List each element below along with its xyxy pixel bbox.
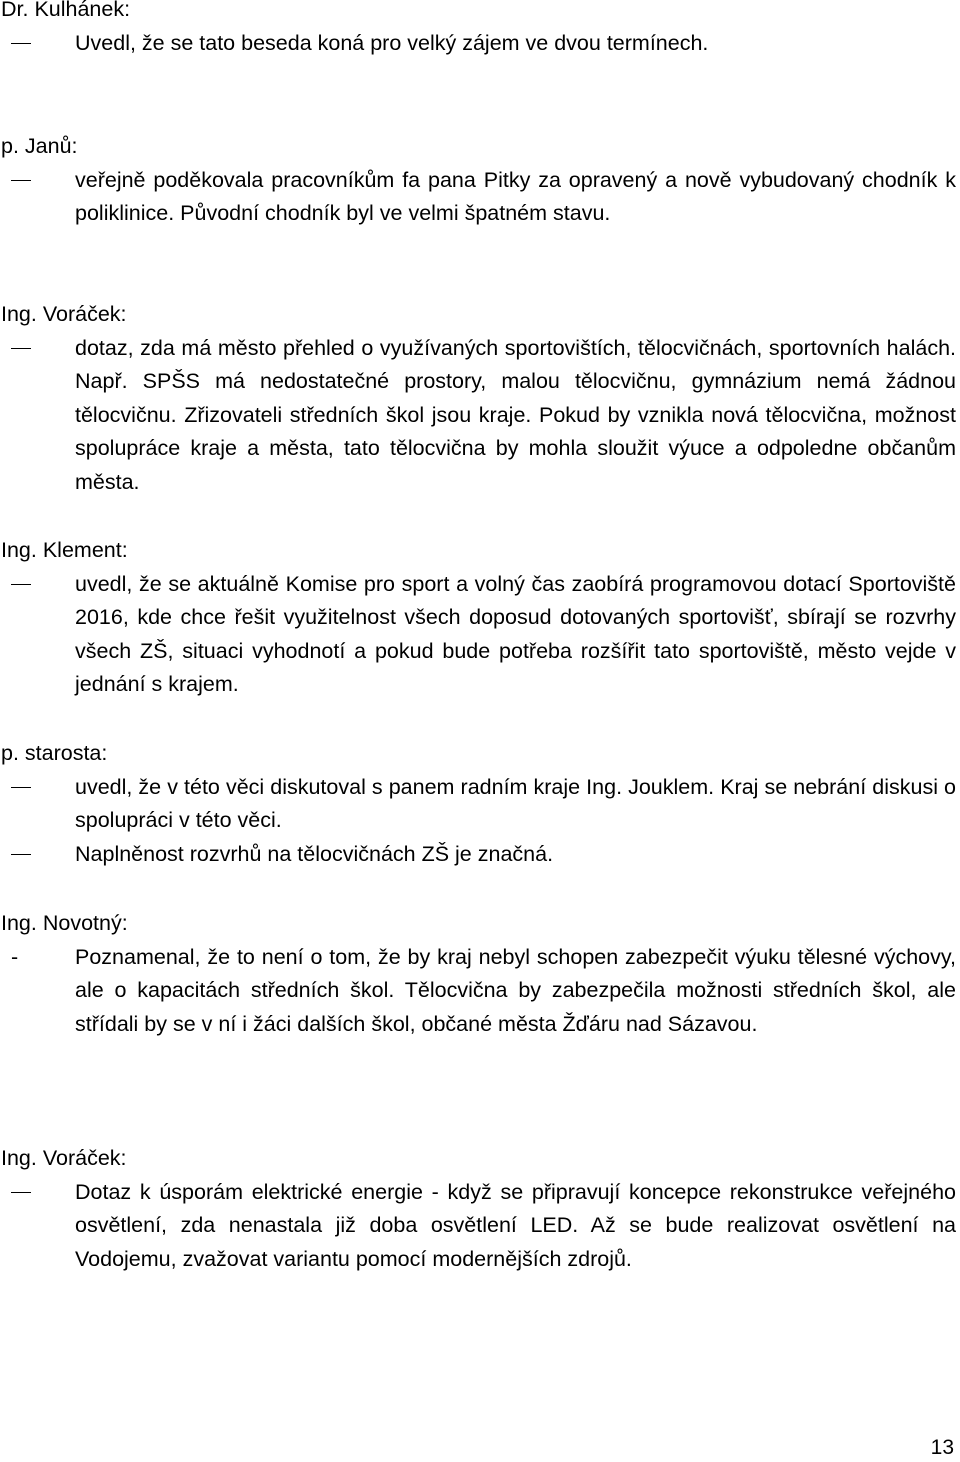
speaker-name: Ing. Novotný: bbox=[1, 911, 128, 935]
item-text: Uvedl, že se tato beseda koná pro velký zájem ve dvou termínech. bbox=[75, 30, 709, 55]
speaker-name: Ing. Voráček: bbox=[1, 302, 127, 326]
section-kulhanek bbox=[1, 0, 956, 60]
list-item bbox=[1, 568, 956, 702]
speaker-name: Ing. Klement: bbox=[1, 538, 128, 562]
section-voracek-1 bbox=[1, 298, 956, 500]
speaker-name: p. Janů: bbox=[1, 134, 78, 158]
item-text: dotaz, zda má město přehled o využívaných sportovištích, tělocvičnách, sportovních halách. Např. SPŠS má nedostatečné prostory, malou tělocvičnu, gymnázium nemá žádnou tělocvičnu. Zřizovateli středních škol jsou kraje. Pokud by vznikla nová tělocvična, možnost spolupráce kraje a města, tato tělocvična by mohla sloužit výuce a odpoledne občanům města. bbox=[75, 335, 956, 494]
section-janu bbox=[1, 130, 956, 231]
list-item bbox=[1, 838, 956, 872]
section-novotny bbox=[1, 907, 956, 1041]
page-number: 13 bbox=[930, 1436, 954, 1459]
item-text: Dotaz k úsporám elektrické energie - když se připravují koncepce rekonstrukce veřejného osvětlení, zda nenastala již doba osvětlení LED. Až se bude realizovat osvětlení na Vodojemu, zvažovat variantu pomocí modernějších zdrojů. bbox=[75, 1179, 956, 1271]
list-item bbox=[1, 1176, 956, 1277]
speaker-name: Ing. Voráček: bbox=[1, 1146, 127, 1170]
item-text: veřejně poděkovala pracovníkům fa pana Pitky za opravený a nově vybudovaný chodník k poliklinice. Původní chodník byl ve velmi špatném stavu. bbox=[75, 167, 956, 226]
item-text: uvedl, že se aktuálně Komise pro sport a volný čas zaobírá programovou dotací Sportoviště 2016, kde chce řešit využitelnost všech doposud dotovaných sportovišť, sbírají se rozvrhy všech ZŠ, situaci vyhodnotí a pokud bude potřeba rozšířit tato sportoviště, město vejde v jednání s krajem. bbox=[75, 571, 956, 697]
section-starosta bbox=[1, 737, 956, 871]
list-item bbox=[1, 941, 956, 1042]
item-text: Naplněnost rozvrhů na tělocvičnách ZŠ je značná. bbox=[75, 841, 554, 866]
speaker-name: p. starosta: bbox=[1, 741, 108, 765]
item-text: Poznamenal, že to není o tom, že by kraj nebyl schopen zabezpečit výuku tělesné výchovy, ale o kapacitách středních škol. Tělocvična by zabezpečila možnosti středních škol, ale střídali by se v ní i žáci dalších škol, občané města Žďáru nad Sázavou. bbox=[75, 944, 956, 1036]
section-voracek-2 bbox=[1, 1142, 956, 1276]
list-item bbox=[1, 332, 956, 500]
list-item bbox=[1, 771, 956, 838]
list-item bbox=[1, 27, 956, 61]
speaker-name: Dr. Kulhánek: bbox=[1, 0, 131, 21]
item-text: uvedl, že v této věci diskutoval s panem radním kraje Ing. Jouklem. Kraj se nebrání diskusi o spolupráci v této věci. bbox=[75, 774, 956, 833]
section-klement bbox=[1, 534, 956, 702]
list-item bbox=[1, 164, 956, 231]
hyphen-bullet: - bbox=[11, 944, 19, 969]
